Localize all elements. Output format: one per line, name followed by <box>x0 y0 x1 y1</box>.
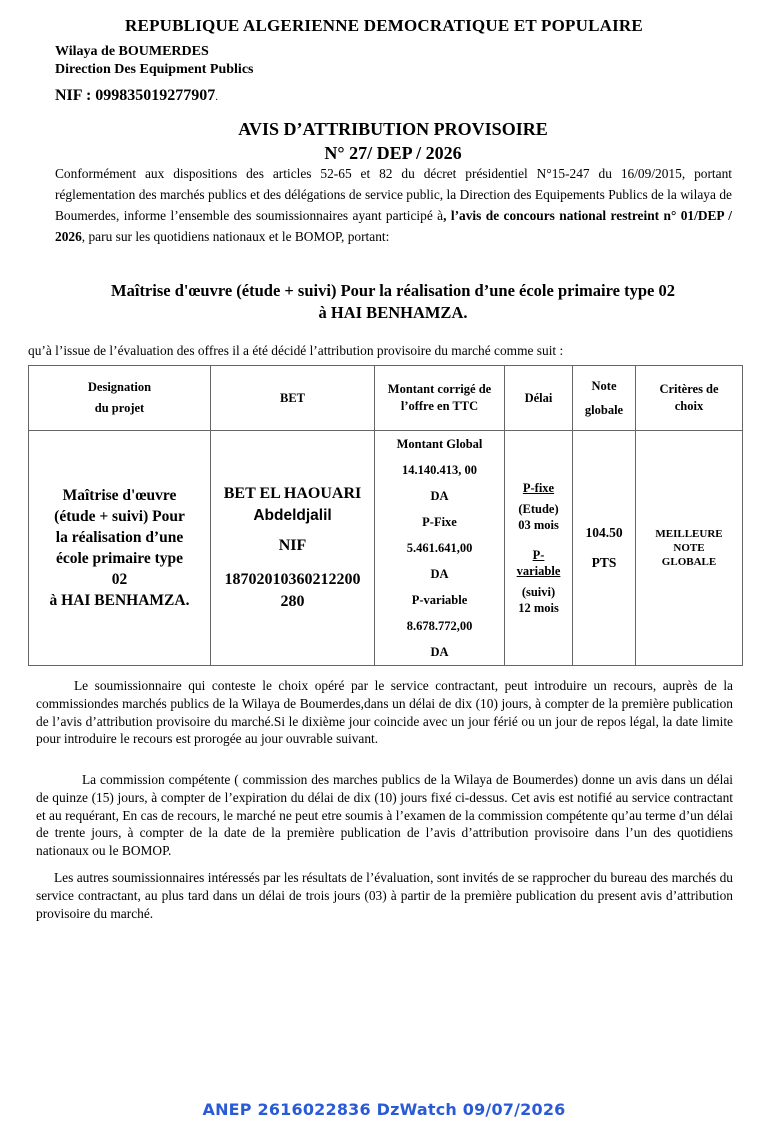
subject-heading <box>0 280 768 324</box>
cell-criteres: MEILLEURE NOTE GLOBALE <box>636 431 743 666</box>
intro-text-1: Conformément aux dispositions des articles 52-65 et 82 du décret présidentiel N°15-247 du 16/09/2015, portant réglementation des marchés publics et des délégations de service public, la Direction des Equipements Publics de la wilaya de Boumerdes, informe l’ensemble des soumissionnaires ayant participé à <box>55 166 732 223</box>
wilaya-line: Wilaya de BOUMERDES <box>55 44 209 59</box>
nif-text: NIF : 099835019277907 <box>55 87 216 104</box>
header-delai: Délai <box>505 366 573 431</box>
header-designation: Designation du projet <box>29 366 211 431</box>
nif-dot: . <box>215 91 219 103</box>
header-montant: Montant corrigé de l’offre en TTC <box>375 366 505 431</box>
cell-note: 104.50 PTS <box>573 431 636 666</box>
intro-text-2: , paru sur les quotidiens nationaux et le BOMOP, portant: <box>81 229 390 244</box>
attribution-table <box>28 365 743 666</box>
cell-montant: Montant Global 14.140.413, 00 DA P-Fixe 5.461.641,00 DA P-variable 8.678.772,00 DA <box>375 431 505 666</box>
header-bet: BET <box>211 366 375 431</box>
header-note: Note globale <box>573 366 636 431</box>
paragraph-autres: Les autres soumissionnaires intéressés par les résultats de l’évaluation, sont invités de se rapprocher du bureau des marchés du service contractant, au plus tard dans un délai de trois jours (03) à partir de la première publication du present avis d’attribution provisoire du marché. <box>36 870 733 921</box>
cell-designation: Maîtrise d'œuvre (étude + suivi) Pour la réalisation d’une école primaire type 02 à HAI BENHAMZA. <box>29 431 211 666</box>
notice-number: N° 27/ DEP / 2026 <box>324 143 462 163</box>
intro-paragraph <box>55 163 732 247</box>
cell-delai: P-fixe (Etude) 03 mois P- variable (suivi) 12 mois <box>505 431 573 666</box>
republic-heading: REPUBLIQUE ALGERIENNE DEMOCRATIQUE ET POPULAIRE <box>125 16 643 35</box>
intro-bold: , l’avis de concours national restreint n° 01/DEP / 2026 <box>55 208 732 244</box>
anep-footer: ANEP 2616022836 DzWatch 09/07/2026 <box>202 1100 566 1119</box>
table-row <box>29 431 743 666</box>
paragraph-commission: La commission compétente ( commission des marches publics de la Wilaya de Boumerdes) donne un avis dans un délai de quinze (15) jours, à compter de l’expiration du délai de dix (10) jours fixé ci-dessus. Cet avis est notifié au service contractant et au requérant, En cas de recours, le marché ne peut etre soumis à l’examen de la commission compétente qu’au terme d’un délai de trente jours, à compter de la date de la première publication de l’avis d’attribution provisoire dans l’un des quotidiens nationaux ou le BOMOP. <box>36 772 733 859</box>
notice-title: AVIS D’ATTRIBUTION PROVISOIRE <box>238 119 548 139</box>
header-criteres: Critères de choix <box>636 366 743 431</box>
subject-line-2: à HAI BENHAMZA. <box>318 303 468 322</box>
decision-line: qu’à l’issue de l’évaluation des offres il a été décidé l’attribution provisoire du marché comme suit : <box>28 343 564 358</box>
cell-bet: BET EL HAOUARI Abdeldjalil NIF 18702010360212200 280 <box>211 431 375 666</box>
paragraph-recours: Le soumissionnaire qui conteste le choix opéré par le service contractant, peut introduire un recours, auprès de la commissiondes marchés publics de la Wilaya de Boumerdes,dans un délai de dix (10) jours, à compter de la première publication de l’avis d’attribution provisoire du marché.Si le dixième jour coincide avec un jour férié ou un jour de repos légal, la date limite pour introduire le recours est prorogée au jour ouvrable suivant. <box>36 678 733 747</box>
direction-line: Direction Des Equipment Publics <box>55 62 254 77</box>
nif-line <box>55 87 218 105</box>
table-header-row <box>29 366 743 431</box>
subject-line-1: Maîtrise d'œuvre (étude + suivi) Pour la réalisation d’une école primaire type 02 <box>111 281 675 300</box>
